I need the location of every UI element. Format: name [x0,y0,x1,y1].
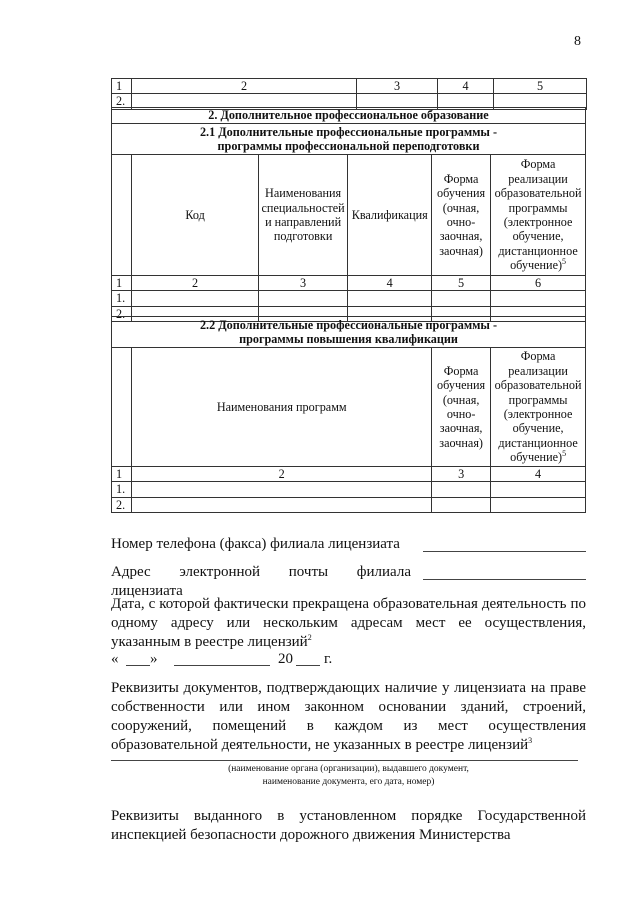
phone-label: Номер телефона (факса) филиала лицензиата [111,536,400,552]
date-year-suffix: г. [324,651,333,667]
table-cell[interactable] [432,291,491,306]
row-label: 2. [112,306,132,321]
col-number: 4 [438,79,494,94]
col-number: 3 [357,79,438,94]
subsection-title [112,124,586,155]
qualification-programs-table [111,316,586,513]
requisites-paragraph-text: Реквизиты документов, подтверждающих наличие у лицензиата на праве собственности или ином законном основании зданий, строений, сооружений, помещений в каждом из мест осуществления образовательной деятельности, не указанных в реестре лицензий [111,680,586,753]
table-cell[interactable] [491,482,586,497]
requisites-paragraph [111,679,586,755]
table-cell[interactable] [132,482,432,497]
section-title: 2. Дополнительное профессиональное образование [112,108,586,124]
table-cell[interactable] [491,291,586,306]
caption-line: наименование документа, его дата, номер) [262,777,435,787]
date-close-quote: » [150,651,158,667]
date-open-quote: « [111,651,119,667]
table-cell[interactable] [491,497,586,512]
continued-table [111,78,587,110]
caption-line: (наименование органа (организации), выдавшего документ, [228,764,469,774]
subsection-title-line: программы профессиональной переподготовки [217,139,480,153]
table-cell[interactable] [348,291,432,306]
header-form: Форма обучения (очная, очно-заочная, заочная) [432,155,491,276]
requisites-caption [111,763,586,789]
header-program: Наименования программ [132,348,432,467]
table-cell[interactable] [432,497,491,512]
header-qualification: Квалификация [348,155,432,276]
header-realization [491,155,586,276]
col-number: 3 [258,276,348,291]
page-number: 8 [574,34,581,49]
col-number: 1 [112,276,132,291]
col-number: 2 [132,467,432,482]
header-realization [491,348,586,467]
col-number: 4 [491,467,586,482]
date-paragraph [111,595,586,652]
date-day-line[interactable] [126,664,150,666]
phone-input-line[interactable] [423,550,586,552]
subsection-title-line: 2.2 Дополнительные профессиональные программы - [199,317,498,332]
email-input-line[interactable] [423,578,586,580]
header-form: Форма обучения (очная, очно-заочная, заочная) [432,348,491,467]
date-year-line[interactable] [296,664,320,666]
table-cell[interactable] [132,291,258,306]
row-label: 1. [112,291,132,306]
col-number: 5 [432,276,491,291]
col-number: 5 [494,79,587,94]
row-label: 2. [112,94,132,109]
col-number: 6 [491,276,586,291]
header-cell [112,155,132,276]
subsection-title-line: 2.1 Дополнительные профессиональные программы - [199,124,498,139]
table-cell[interactable] [258,291,348,306]
header-cell [112,348,132,467]
header-realization-text: Форма реализации образовательной программы (электронное обучение, дистанционное обучение) [494,349,582,465]
subsection-title [112,317,586,348]
col-number: 2 [132,276,258,291]
col-number: 1 [112,79,132,94]
footnote-marker: 5 [562,257,567,267]
table-cell[interactable] [132,497,432,512]
header-specialty: Наименования специальностей и направлений подготовки [258,155,348,276]
header-code: Код [132,155,258,276]
final-paragraph: Реквизиты выданного в установленном порядке Государственной инспекцией безопасности дорожного движения Министерства [111,808,586,843]
retraining-programs-table [111,107,586,322]
row-label: 2. [112,497,132,512]
row-label: 1. [112,482,132,497]
table-cell[interactable] [432,482,491,497]
col-number: 1 [112,467,132,482]
date-month-line[interactable] [174,664,270,666]
col-number: 3 [432,467,491,482]
footnote-marker: 3 [528,736,533,745]
date-year-prefix: 20 [278,651,293,667]
requisites-input-line[interactable] [111,759,578,761]
email-label: Адрес электронной почты филиала лицензиата [111,564,411,599]
date-paragraph-text: Дата, с которой фактически прекращена образовательная деятельность по одному адресу или нескольким адресам мест ее осуществления, указанным в реестре лицензий [111,596,586,650]
header-realization-text: Форма реализации образовательной программы (электронное обучение, дистанционное обучение) [494,157,582,273]
footnote-marker: 2 [307,633,312,642]
col-number: 2 [132,79,357,94]
subsection-title-line: программы повышения квалификации [239,332,458,346]
col-number: 4 [348,276,432,291]
footnote-marker: 5 [562,449,567,459]
